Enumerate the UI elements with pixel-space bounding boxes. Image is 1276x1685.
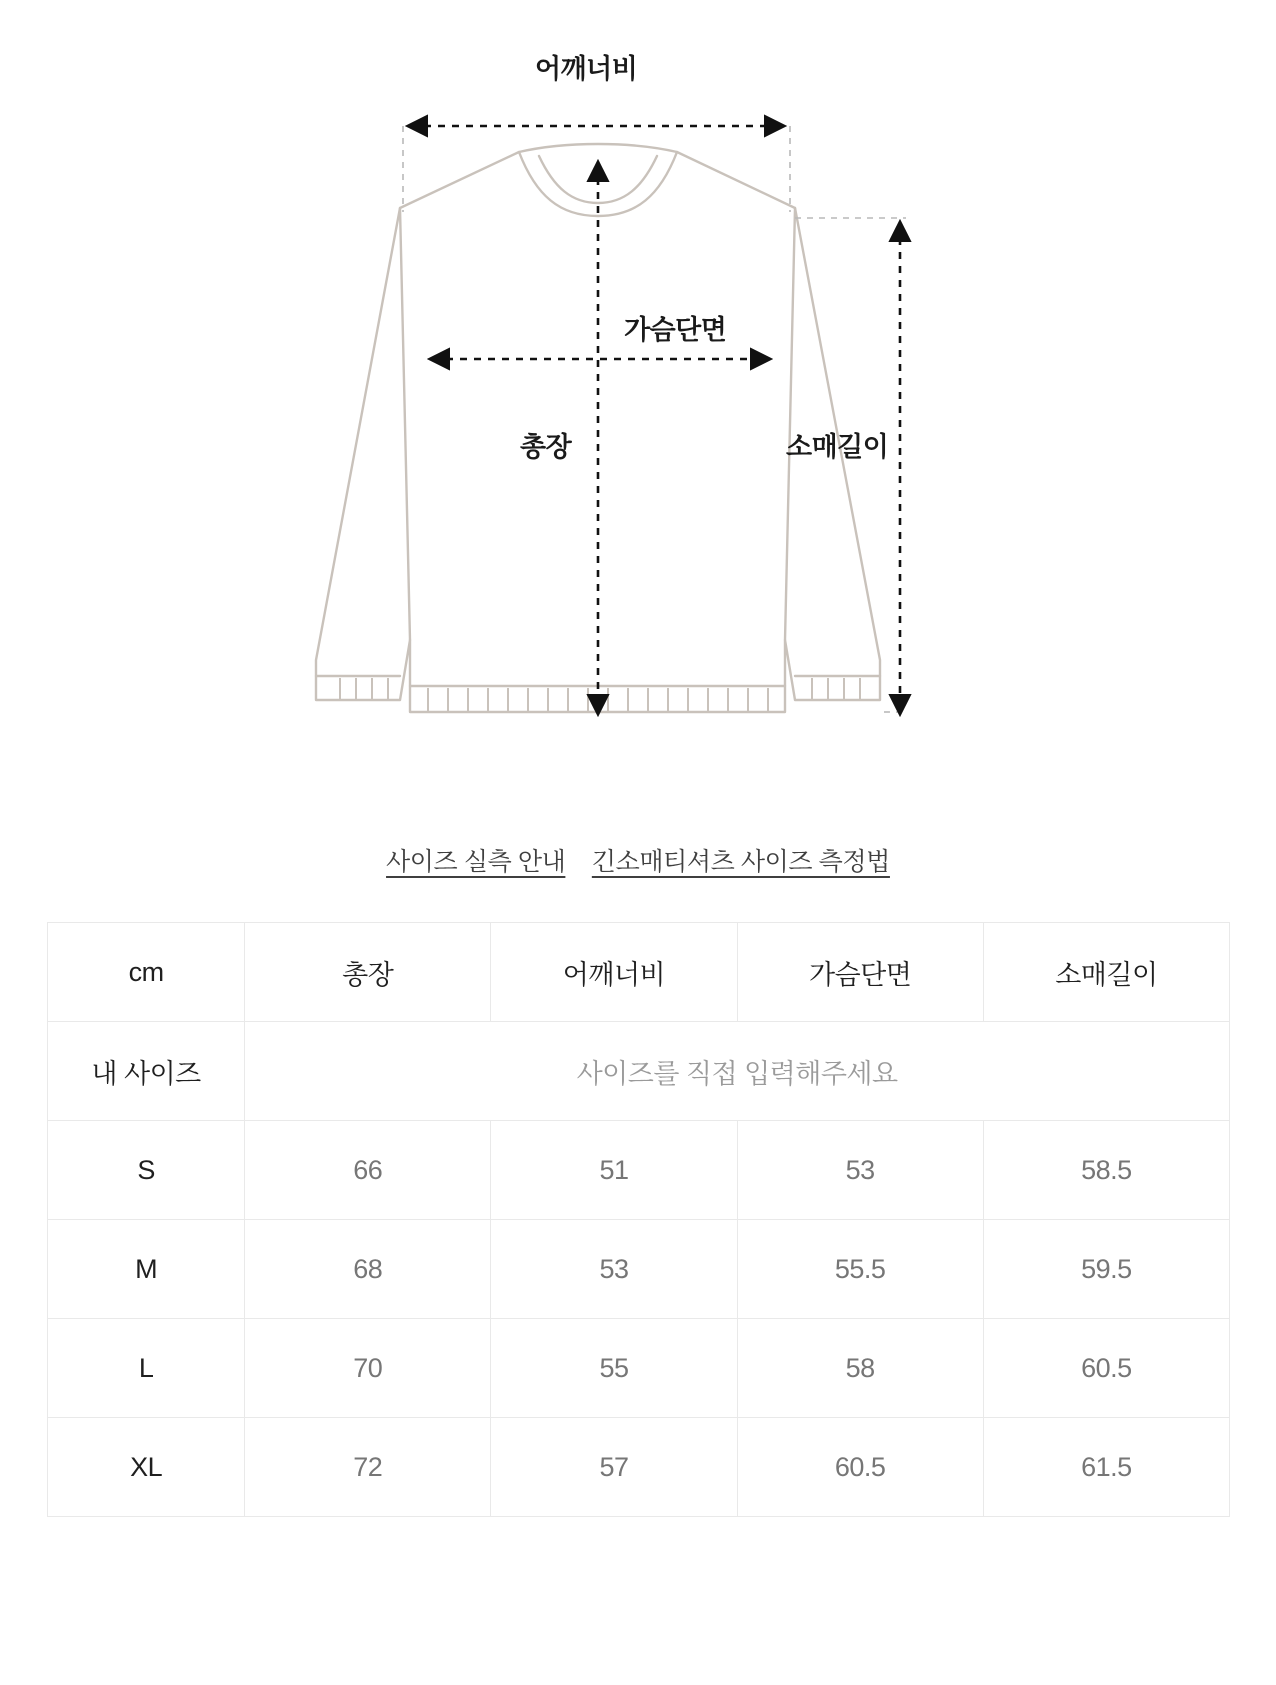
- label-sleeve-length: 소매길이: [786, 432, 889, 462]
- table-row: [48, 1319, 1230, 1418]
- garment-illustration: [0, 0, 1276, 800]
- cell-m-chest-width: 55.5: [737, 1220, 983, 1319]
- cell-l-sleeve-length: 60.5: [983, 1319, 1229, 1418]
- label-chest-width: 가슴단면: [624, 315, 727, 345]
- cell-s-shoulder-width: 51: [491, 1121, 737, 1220]
- table-header-row: [48, 923, 1230, 1022]
- cell-xl-sleeve-length: 61.5: [983, 1418, 1229, 1517]
- header-unit: cm: [48, 923, 245, 1022]
- size-measure-guide-link[interactable]: 사이즈 실측 안내: [386, 848, 566, 876]
- table-row: [48, 1121, 1230, 1220]
- table-row: [48, 1220, 1230, 1319]
- row-label-size-m: M: [48, 1220, 245, 1319]
- row-label-size-l: L: [48, 1319, 245, 1418]
- header-total-length: 총장: [245, 923, 491, 1022]
- label-total-length: 총장: [520, 432, 572, 462]
- cell-l-shoulder-width: 55: [491, 1319, 737, 1418]
- cell-s-chest-width: 53: [737, 1121, 983, 1220]
- cell-xl-shoulder-width: 57: [491, 1418, 737, 1517]
- cell-s-sleeve-length: 58.5: [983, 1121, 1229, 1220]
- cell-m-sleeve-length: 59.5: [983, 1220, 1229, 1319]
- size-diagram: [0, 0, 1276, 800]
- header-chest-width: 가슴단면: [737, 923, 983, 1022]
- cell-xl-chest-width: 60.5: [737, 1418, 983, 1517]
- header-sleeve-length: 소매길이: [983, 923, 1229, 1022]
- row-label-size-xl: XL: [48, 1418, 245, 1517]
- my-size-input-placeholder[interactable]: 사이즈를 직접 입력해주세요: [245, 1022, 1230, 1121]
- cell-m-total-length: 68: [245, 1220, 491, 1319]
- cell-xl-total-length: 72: [245, 1418, 491, 1517]
- table-row: [48, 1418, 1230, 1517]
- size-table: [47, 922, 1230, 1517]
- cell-l-chest-width: 58: [737, 1319, 983, 1418]
- cell-s-total-length: 66: [245, 1121, 491, 1220]
- size-table-wrap: [0, 922, 1276, 1517]
- cell-m-shoulder-width: 53: [491, 1220, 737, 1319]
- row-label-size-s: S: [48, 1121, 245, 1220]
- cell-l-total-length: 70: [245, 1319, 491, 1418]
- table-row-my-size[interactable]: [48, 1022, 1230, 1121]
- row-label-my-size: 내 사이즈: [48, 1022, 245, 1121]
- longsleeve-measure-method-link[interactable]: 긴소매티셔츠 사이즈 측정법: [591, 848, 890, 876]
- size-guide-links: [0, 800, 1276, 922]
- label-shoulder-width: 어깨너비: [535, 54, 638, 84]
- header-shoulder-width: 어깨너비: [491, 923, 737, 1022]
